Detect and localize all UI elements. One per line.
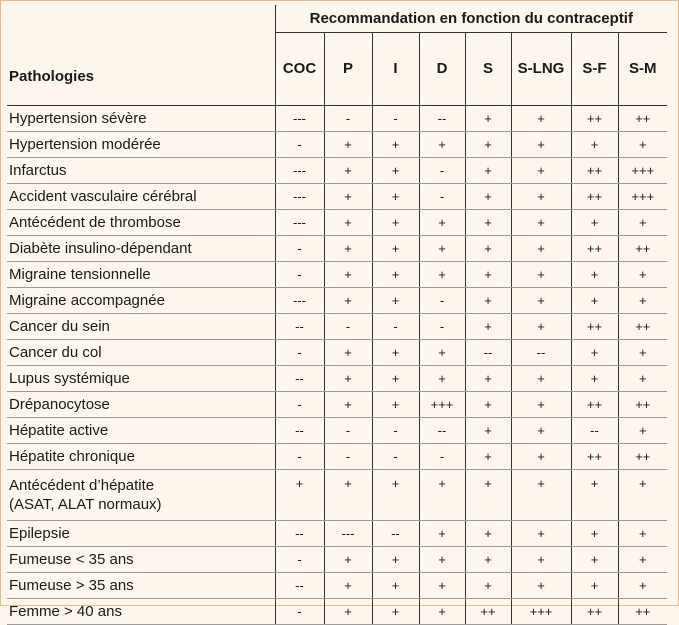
pathology-label: Drépanocytose (9, 395, 110, 413)
recommendation-cell: ++ (571, 391, 618, 417)
column-header-s-m: S-M (618, 33, 667, 106)
recommendation-cell: --- (275, 183, 324, 209)
pathology-label: Antécédent de thrombose (9, 213, 181, 231)
recommendation-cell: - (372, 417, 419, 443)
recommendation-cell: +++ (618, 183, 667, 209)
recommendation-cell: + (324, 572, 372, 598)
recommendation-cell: + (618, 339, 667, 365)
table-row (7, 572, 667, 598)
table-row (7, 339, 667, 365)
recommendation-cell: + (618, 469, 667, 520)
recommendation-cell: + (511, 105, 571, 131)
recommendation-cell: + (465, 443, 511, 469)
recommendation-cell: -- (419, 417, 465, 443)
recommendation-cell: + (465, 183, 511, 209)
table-row (7, 183, 667, 209)
recommendation-cell: -- (372, 520, 419, 546)
recommendation-cell: + (324, 469, 372, 520)
table-row (7, 261, 667, 287)
pathology-label: Diabète insulino-dépendant (9, 239, 192, 257)
pathology-name (7, 235, 275, 261)
table-row (7, 365, 667, 391)
pathology-label-detail: (ASAT, ALAT normaux) (9, 495, 162, 513)
recommendation-cell: + (511, 261, 571, 287)
recommendation-cell: - (324, 105, 372, 131)
recommendation-cell: -- (275, 365, 324, 391)
recommendation-cell: - (275, 546, 324, 572)
pathology-name (7, 598, 275, 624)
pathology-name (7, 339, 275, 365)
recommendation-cell: + (511, 313, 571, 339)
recommendation-cell: - (275, 443, 324, 469)
pathology-name (7, 443, 275, 469)
recommendation-cell: + (571, 131, 618, 157)
recommendation-cell: + (372, 287, 419, 313)
recommendation-cell: + (372, 235, 419, 261)
recommendation-cell: + (419, 520, 465, 546)
recommendation-cell: +++ (618, 157, 667, 183)
recommendation-cell: + (511, 417, 571, 443)
recommendation-cell: + (372, 365, 419, 391)
recommendation-cell: + (511, 183, 571, 209)
pathology-name (7, 261, 275, 287)
pathology-label: Femme > 40 ans (9, 602, 122, 620)
column-header-s-f: S-F (571, 33, 618, 106)
recommendation-cell: - (275, 235, 324, 261)
recommendation-cell: + (618, 209, 667, 235)
recommendation-cell: -- (419, 105, 465, 131)
pathology-label: Accident vasculaire cérébral (9, 187, 197, 205)
recommendation-cell: - (324, 313, 372, 339)
pathology-label: Hépatite chronique (9, 447, 135, 465)
pathology-label: Migraine tensionnelle (9, 265, 151, 283)
recommendation-cell: + (372, 546, 419, 572)
recommendation-cell: + (511, 287, 571, 313)
recommendation-cell: + (324, 287, 372, 313)
header-spacer (7, 5, 275, 33)
recommendation-cell: - (419, 157, 465, 183)
pathology-name (7, 417, 275, 443)
column-header-s-lng: S-LNG (511, 33, 571, 106)
recommendation-cell: - (419, 183, 465, 209)
recommendation-cell: + (465, 417, 511, 443)
recommendation-cell: + (324, 235, 372, 261)
recommendation-cell: --- (275, 157, 324, 183)
recommendation-cell: + (571, 365, 618, 391)
recommendation-cell: -- (511, 339, 571, 365)
recommendation-cell: + (465, 313, 511, 339)
recommendation-cell: + (618, 131, 667, 157)
recommendation-cell: + (571, 469, 618, 520)
recommendation-cell: - (419, 443, 465, 469)
table-row (7, 157, 667, 183)
recommendation-cell: + (618, 261, 667, 287)
recommendation-cell: + (465, 209, 511, 235)
recommendation-cell: + (419, 261, 465, 287)
table-row (7, 598, 667, 624)
column-header-d: D (419, 33, 465, 106)
recommendation-cell: + (571, 261, 618, 287)
recommendation-cell: + (571, 209, 618, 235)
recommendation-cell: + (324, 183, 372, 209)
pathology-label: Cancer du sein (9, 317, 110, 335)
recommendation-cell: +++ (511, 598, 571, 624)
recommendation-cell: + (419, 235, 465, 261)
recommendation-cell: + (324, 131, 372, 157)
recommendation-cell: ++ (571, 235, 618, 261)
table-row (7, 209, 667, 235)
pathology-label: Hypertension sévère (9, 109, 147, 127)
recommendation-cell: + (465, 261, 511, 287)
recommendation-cell: + (372, 339, 419, 365)
recommendation-cell: + (324, 209, 372, 235)
recommendation-cell: - (275, 131, 324, 157)
recommendation-cell: ++ (571, 105, 618, 131)
pathology-name (7, 391, 275, 417)
pathology-label: Cancer du col (9, 343, 102, 361)
column-header-s: S (465, 33, 511, 106)
column-header-coc: COC (275, 33, 324, 106)
recommendation-cell: ++ (618, 598, 667, 624)
recommendation-cell: + (419, 209, 465, 235)
recommendation-cell: + (419, 546, 465, 572)
recommendation-cell: + (324, 598, 372, 624)
recommendation-cell: ++ (571, 183, 618, 209)
table-row (7, 313, 667, 339)
recommendation-cell: + (324, 546, 372, 572)
recommendation-cell: + (511, 469, 571, 520)
recommendation-cell: + (465, 572, 511, 598)
recommendation-cell: + (372, 157, 419, 183)
pathology-label: Epilepsie (9, 524, 70, 542)
pathology-name (7, 209, 275, 235)
recommendation-cell: + (511, 235, 571, 261)
recommendation-cell: -- (275, 313, 324, 339)
recommendation-cell: - (275, 391, 324, 417)
recommendation-cell: + (419, 365, 465, 391)
recommendation-cell: - (419, 287, 465, 313)
recommendation-cell: + (571, 339, 618, 365)
pathology-name (7, 365, 275, 391)
recommendation-cell: - (419, 313, 465, 339)
table-row (7, 469, 667, 520)
pathology-name (7, 572, 275, 598)
recommendation-cell: ++ (571, 443, 618, 469)
recommendation-cell: + (571, 572, 618, 598)
table-row (7, 443, 667, 469)
column-header-i: I (372, 33, 419, 106)
pathology-name (7, 157, 275, 183)
recommendation-cell: + (465, 365, 511, 391)
recommendation-cell: + (324, 157, 372, 183)
recommendation-cell: + (419, 572, 465, 598)
recommendation-cell: - (372, 443, 419, 469)
table-row (7, 131, 667, 157)
recommendation-cell: + (324, 261, 372, 287)
pathology-name (7, 313, 275, 339)
pathology-name (7, 131, 275, 157)
recommendation-cell: + (511, 391, 571, 417)
recommendation-cell: + (324, 391, 372, 417)
recommendation-cell: + (465, 105, 511, 131)
recommendation-cell: + (571, 546, 618, 572)
recommendation-cell: + (419, 339, 465, 365)
recommendation-cell: + (419, 598, 465, 624)
recommendation-cell: + (372, 572, 419, 598)
recommendation-cell: + (372, 469, 419, 520)
recommendation-cell: + (465, 235, 511, 261)
recommendation-cell: + (511, 572, 571, 598)
recommendation-cell: ++ (618, 105, 667, 131)
pathology-name (7, 183, 275, 209)
pathology-label: Antécédent d’hépatite (9, 476, 155, 494)
pathology-label: Migraine accompagnée (9, 291, 165, 309)
recommendation-cell: + (571, 287, 618, 313)
recommendation-cell: -- (275, 520, 324, 546)
column-header-p: P (324, 33, 372, 106)
recommendation-cell: -- (571, 417, 618, 443)
recommendation-cell: -- (275, 572, 324, 598)
recommendation-cell: ++ (465, 598, 511, 624)
recommendation-cell: + (465, 546, 511, 572)
recommendation-cell: --- (275, 287, 324, 313)
recommendation-cell: - (275, 598, 324, 624)
recommendation-cell: + (372, 598, 419, 624)
group-title: Recommandation en fonction du contraceptif (275, 5, 667, 33)
recommendation-cell: ++ (618, 443, 667, 469)
recommendation-cell: -- (465, 339, 511, 365)
recommendation-cell: - (372, 313, 419, 339)
recommendation-cell: + (511, 157, 571, 183)
recommendation-cell: + (618, 572, 667, 598)
pathology-label: Fumeuse > 35 ans (9, 576, 134, 594)
recommendation-cell: -- (275, 417, 324, 443)
table-body (7, 105, 667, 624)
recommendation-cell: + (465, 520, 511, 546)
recommendation-cell: + (511, 546, 571, 572)
recommendation-cell: + (465, 131, 511, 157)
recommendation-cell: ++ (571, 598, 618, 624)
recommendation-cell: + (372, 183, 419, 209)
pathology-name (7, 546, 275, 572)
recommendation-cell: --- (324, 520, 372, 546)
table-row (7, 391, 667, 417)
pathology-label: Infarctus (9, 161, 67, 179)
pathology-label: Lupus systémique (9, 369, 130, 387)
recommendation-cell: + (618, 520, 667, 546)
pathology-label: Fumeuse < 35 ans (9, 550, 134, 568)
recommendation-cell: +++ (419, 391, 465, 417)
pathologies-header: Pathologies (7, 33, 275, 106)
table-row (7, 417, 667, 443)
pathology-name (7, 520, 275, 546)
recommendation-cell: + (618, 365, 667, 391)
recommendation-cell: - (324, 417, 372, 443)
contraceptive-recommendation-table (7, 5, 667, 625)
pathology-name (7, 287, 275, 313)
recommendation-cell: + (465, 469, 511, 520)
table-row (7, 105, 667, 131)
recommendation-cell: + (571, 520, 618, 546)
recommendation-cell: + (511, 131, 571, 157)
recommendation-cell: + (419, 469, 465, 520)
table-row (7, 520, 667, 546)
recommendation-cell: + (324, 365, 372, 391)
recommendation-cell: + (419, 131, 465, 157)
recommendation-cell: ++ (618, 235, 667, 261)
recommendation-cell: - (275, 261, 324, 287)
recommendation-cell: + (324, 339, 372, 365)
recommendation-cell: + (372, 261, 419, 287)
pathology-label: Hépatite active (9, 421, 109, 439)
pathology-name (7, 469, 275, 520)
pathology-label: Hypertension modérée (9, 135, 161, 153)
recommendation-cell: + (618, 417, 667, 443)
recommendation-cell: + (465, 287, 511, 313)
table-row (7, 287, 667, 313)
recommendation-cell: --- (275, 209, 324, 235)
recommendation-cell: + (465, 391, 511, 417)
recommendation-cell: + (372, 131, 419, 157)
recommendation-cell: + (511, 365, 571, 391)
recommendation-cell: + (511, 209, 571, 235)
recommendation-cell: ++ (571, 157, 618, 183)
recommendation-cell: + (511, 443, 571, 469)
table-row (7, 235, 667, 261)
recommendation-cell: - (372, 105, 419, 131)
recommendation-cell: - (324, 443, 372, 469)
recommendation-cell: ++ (618, 313, 667, 339)
recommendation-cell: + (372, 209, 419, 235)
recommendation-cell: --- (275, 105, 324, 131)
recommendation-cell: ++ (571, 313, 618, 339)
recommendation-cell: ++ (618, 391, 667, 417)
recommendation-cell: + (511, 520, 571, 546)
recommendation-cell: + (372, 391, 419, 417)
recommendation-cell: + (618, 287, 667, 313)
recommendation-cell: + (618, 546, 667, 572)
recommendation-cell: + (465, 157, 511, 183)
recommendation-cell: + (275, 469, 324, 520)
recommendation-cell: - (275, 339, 324, 365)
table-row (7, 546, 667, 572)
pathology-name (7, 105, 275, 131)
